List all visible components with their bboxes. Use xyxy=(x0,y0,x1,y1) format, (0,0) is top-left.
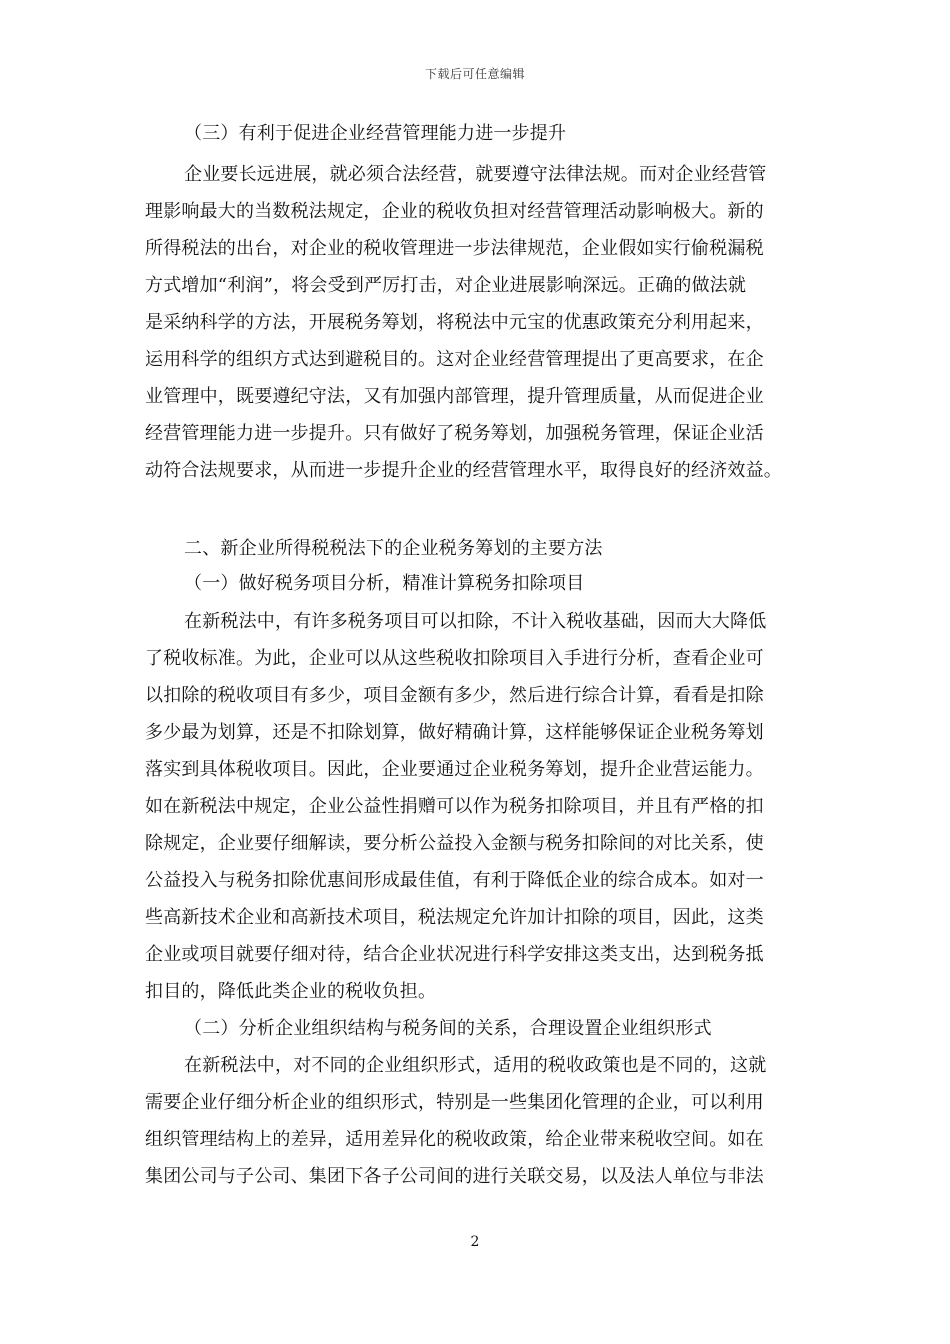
section-heading: （一）做好税务项目分析，精准计算税务扣除项目 xyxy=(184,573,585,594)
paragraph-line: 动符合法规要求，从而进一步提升企业的经营管理水平，取得良好的经济效益。 xyxy=(145,460,782,481)
paragraph-line: 业管理中，既要遵纪守法，又有加强内部管理，提升管理质量，从而促进企业 xyxy=(145,386,764,407)
paragraph-line: 组织管理结构上的差异，适用差异化的税收政策，给企业带来税收空间。如在 xyxy=(145,1129,764,1150)
paragraph-line: 些高新技术企业和高新技术项目，税法规定允许加计扣除的项目，因此，这类 xyxy=(145,907,764,928)
page-header: 下载后可任意编辑 xyxy=(424,67,525,81)
paragraph-line: 企业或项目就要仔细对待，结合企业状况进行科学安排这类支出，达到税务抵 xyxy=(145,944,764,965)
paragraph-line: 落实到具体税收项目。因此，企业要通过企业税务筹划，提升企业营运能力。 xyxy=(145,759,764,780)
paragraph-line: 经营管理能力进一步提升。只有做好了税务筹划，加强税务管理，保证企业活 xyxy=(145,423,764,444)
paragraph-line: 理影响最大的当数税法规定，企业的税收负担对经营管理活动影响极大。新的 xyxy=(145,201,764,222)
paragraph-line: 多少最为划算，还是不扣除划算，做好精确计算，这样能够保证企业税务筹划 xyxy=(145,722,764,743)
paragraph-line: 在新税法中，有许多税务项目可以扣除，不计入税收基础，因而大大降低 xyxy=(184,611,767,632)
section-heading: （二）分析企业组织结构与税务间的关系，合理设置企业组织形式 xyxy=(184,1018,712,1039)
paragraph-line: 企业要长远进展，就必须合法经营，就要遵守法律法规。而对企业经营管 xyxy=(184,164,767,185)
paragraph-line: 扣目的，降低此类企业的税收负担。 xyxy=(145,981,437,1002)
section-heading: （三）有利于促进企业经营管理能力进一步提升 xyxy=(184,123,567,144)
page-number: 2 xyxy=(470,1234,480,1250)
paragraph-line: 在新税法中，对不同的企业组织形式，适用的税收政策也是不同的，这就 xyxy=(184,1055,767,1076)
paragraph-line: 了税收标准。为此，企业可以从这些税收扣除项目入手进行分析，查看企业可 xyxy=(145,648,764,669)
paragraph-line: 以扣除的税收项目有多少，项目金额有多少，然后进行综合计算，看看是扣除 xyxy=(145,685,764,706)
paragraph-line: 运用科学的组织方式达到避税目的。这对企业经营管理提出了更高要求，在企 xyxy=(145,349,764,370)
paragraph-line: 除规定，企业要仔细解读，要分析公益投入金额与税务扣除间的对比关系，使 xyxy=(145,833,764,854)
paragraph-line: 公益投入与税务扣除优惠间形成最佳值，有利于降低企业的综合成本。如对一 xyxy=(145,870,764,891)
paragraph-line: 方式增加“利润”，将会受到严厉打击，对企业进展影响深远。正确的做法就 xyxy=(145,275,747,296)
paragraph-line: 如在新税法中规定，企业公益性捐赠可以作为税务扣除项目，并且有严格的扣 xyxy=(145,796,764,817)
paragraph-line: 是采纳科学的方法，开展税务筹划，将税法中元宝的优惠政策充分利用起来， xyxy=(145,312,764,333)
paragraph-line: 需要企业仔细分析企业的组织形式，特别是一些集团化管理的企业，可以利用 xyxy=(145,1092,764,1113)
paragraph-line: 所得税法的出台，对企业的税收管理进一步法律规范，企业假如实行偷税漏税 xyxy=(145,238,764,259)
part-heading: 二、新企业所得税税法下的企业税务筹划的主要方法 xyxy=(184,538,603,559)
paragraph-line: 集团公司与子公司、集团下各子公司间的进行关联交易，以及法人单位与非法 xyxy=(145,1166,764,1187)
